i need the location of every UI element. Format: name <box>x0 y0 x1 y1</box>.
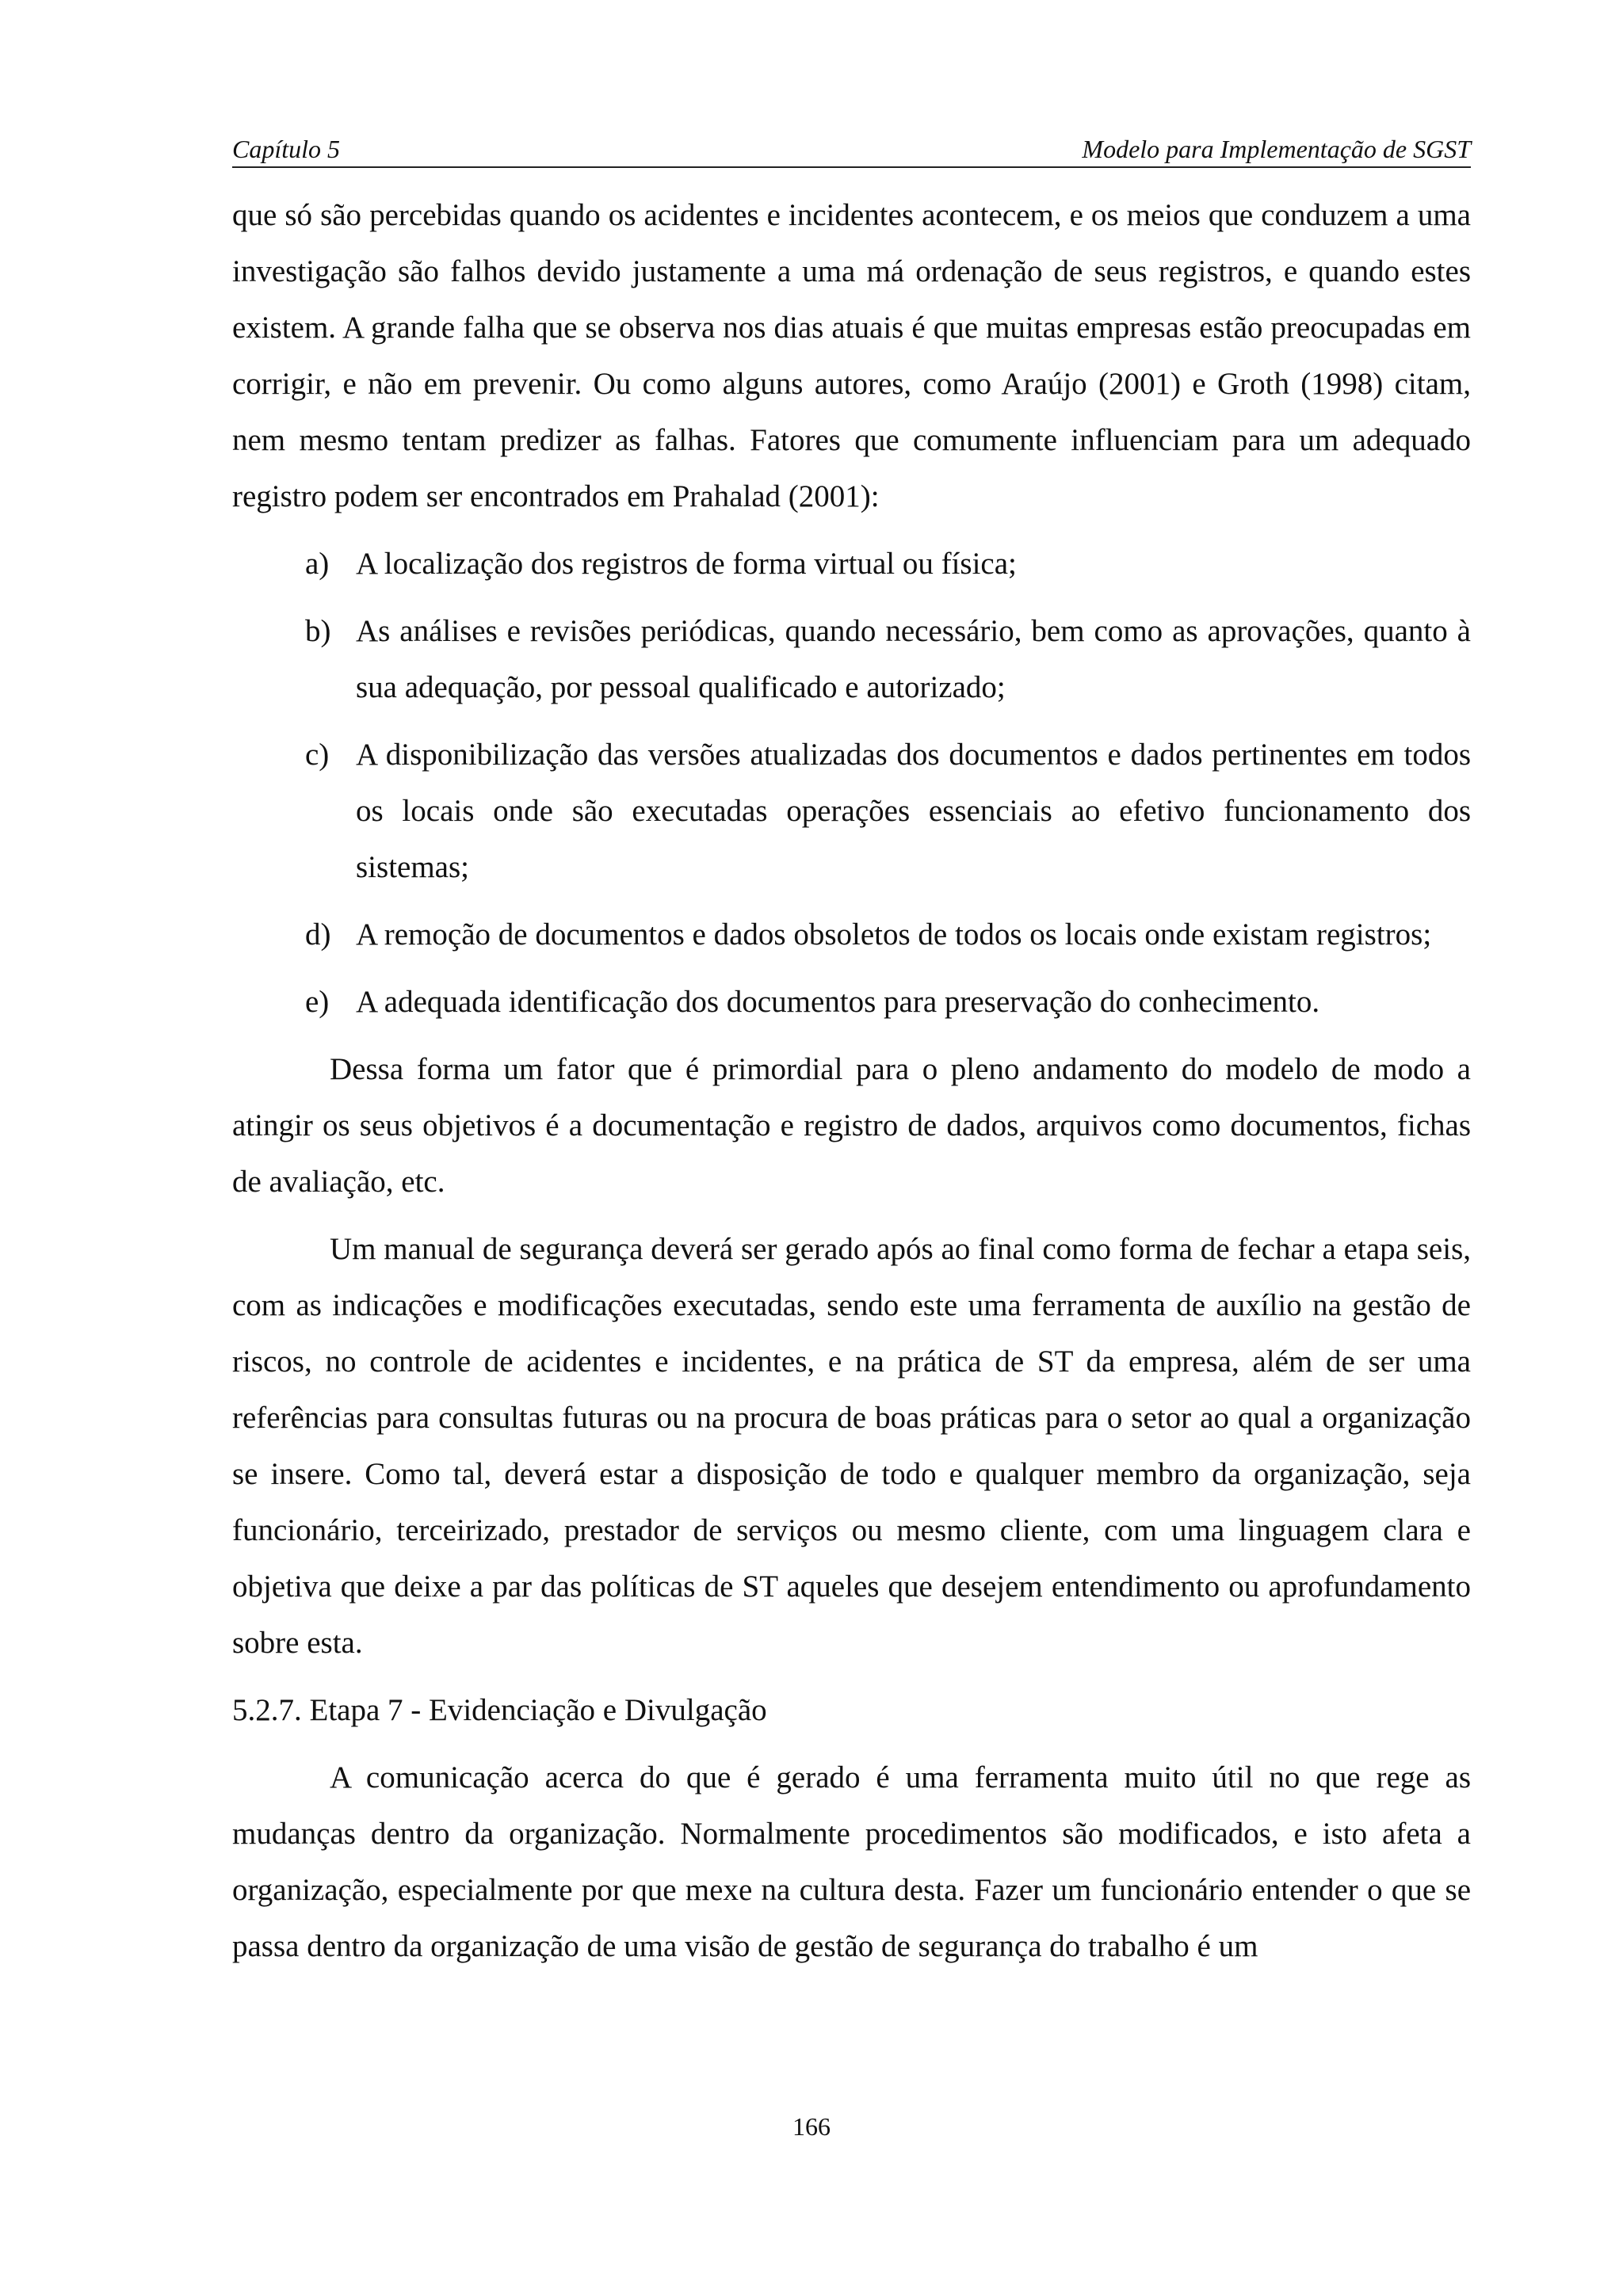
list-item <box>232 603 1471 715</box>
header-title: Modelo para Implementação de SGST <box>1082 135 1471 163</box>
chapter-label: Capítulo 5 <box>232 135 341 163</box>
list-item-text: A remoção de documentos e dados obsoletos de todos os locais onde existam registros; <box>356 917 1432 952</box>
list-marker: b) <box>305 614 331 648</box>
list-item-text: As análises e revisões periódicas, quando necessário, bem como as aprovações, quanto à sua adequação, por pessoal qualificado e autorizado; <box>356 614 1471 704</box>
paragraph-4: A comunicação acerca do que é gerado é uma ferramenta muito útil no que rege as mudanças dentro da organização. Normalmente procedimentos são modificados, e isto afeta a organização, especialmente por que mexe na cultura desta. Fazer um funcionário entender o que se passa dentro da organização de uma visão de gestão de segurança do trabalho é um <box>232 1760 1471 1963</box>
document-body <box>232 187 1471 1974</box>
list-marker: e) <box>305 985 330 1019</box>
running-header <box>232 132 1471 168</box>
list-marker: a) <box>305 547 330 581</box>
page-number: 166 <box>792 2112 831 2141</box>
paragraph-3: Um manual de segurança deverá ser gerado após ao final como forma de fechar a etapa seis, com as indicações e modificações executadas, sendo este uma ferramenta de auxílio na gestão de riscos, no controle de acidentes e incidentes, e na prática de ST da empresa, além de ser uma referências para consultas futuras ou na procura de boas práticas para o setor ao qual a organização se insere. Como tal, deverá estar a disposição de todo e qualquer membro da organização, seja funcionário, terceirizado, prestador de serviços ou mesmo cliente, com uma linguagem clara e objetiva que deixe a par das políticas de ST aqueles que desejem entendimento ou aprofundamento sobre esta. <box>232 1232 1471 1660</box>
list-marker: d) <box>305 917 331 952</box>
list-item <box>232 906 1471 963</box>
list-item-text: A localização dos registros de forma virtual ou física; <box>356 547 1017 581</box>
list-item <box>232 974 1471 1030</box>
paragraph-1: que só são percebidas quando os acidentes e incidentes acontecem, e os meios que conduzem a uma investigação são falhos devido justamente a uma má ordenação de seus registros, e quando estes existem. A grande falha que se observa nos dias atuais é que muitas empresas estão preocupadas em corrigir, e não em prevenir. Ou como alguns autores, como Araújo (2001) e Groth (1998) citam, nem mesmo tentam predizer as falhas. Fatores que comumente influenciam para um adequado registro podem ser encontrados em Prahalad (2001): <box>232 198 1471 513</box>
list-item <box>232 536 1471 592</box>
list-item <box>232 727 1471 895</box>
list-item-text: A disponibilização das versões atualizadas dos documentos e dados pertinentes em todos os locais onde são executadas operações essenciais ao efetivo funcionamento dos sistemas; <box>356 738 1471 884</box>
section-heading: 5.2.7. Etapa 7 - Evidenciação e Divulgação <box>232 1693 767 1727</box>
list-marker: c) <box>305 738 330 772</box>
factor-list <box>232 536 1471 1030</box>
paragraph-2: Dessa forma um fator que é primordial para o pleno andamento do modelo de modo a atingir os seus objetivos é a documentação e registro de dados, arquivos como documentos, fichas de avaliação, etc. <box>232 1052 1471 1199</box>
list-item-text: A adequada identificação dos documentos para preservação do conhecimento. <box>356 985 1320 1019</box>
